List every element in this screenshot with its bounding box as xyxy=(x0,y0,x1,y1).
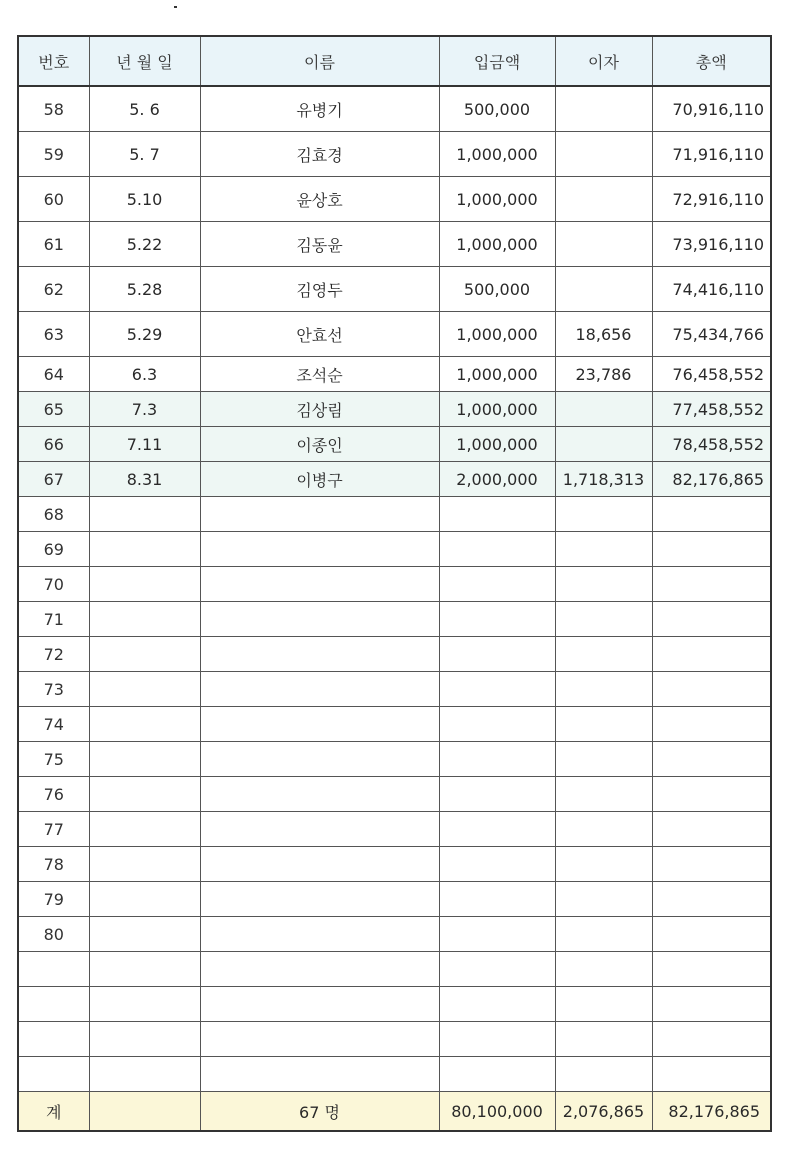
cell-deposit: 1,000,000 xyxy=(439,392,555,427)
cell-interest xyxy=(555,392,652,427)
cell-deposit: 1,000,000 xyxy=(439,427,555,462)
empty-row xyxy=(18,847,771,882)
header-date: 년 월 일 xyxy=(89,36,200,86)
cell-name: 이종인 xyxy=(200,427,439,462)
cell-interest xyxy=(555,222,652,267)
cell-deposit: 2,000,000 xyxy=(439,462,555,497)
cell-name: 조석순 xyxy=(200,357,439,392)
empty-row xyxy=(18,952,771,987)
empty-row xyxy=(18,497,771,532)
cell-no: 71 xyxy=(18,602,89,637)
cell-date: 5.22 xyxy=(89,222,200,267)
grand-total: 82,176,865 xyxy=(652,1092,771,1132)
cell-no: 70 xyxy=(18,567,89,602)
empty-row xyxy=(18,707,771,742)
cell-no: 77 xyxy=(18,812,89,847)
table-row xyxy=(18,267,771,312)
cell-interest xyxy=(555,267,652,312)
cell-interest xyxy=(555,177,652,222)
cell-date: 7.3 xyxy=(89,392,200,427)
empty-row xyxy=(18,1022,771,1057)
cell-no: 66 xyxy=(18,427,89,462)
scan-speck xyxy=(174,6,177,8)
empty-row xyxy=(18,602,771,637)
deposit-ledger-table xyxy=(17,35,772,1132)
cell-no: 73 xyxy=(18,672,89,707)
cell-date: 6.3 xyxy=(89,357,200,392)
cell-total: 82,176,865 xyxy=(652,462,771,497)
cell-no: 59 xyxy=(18,132,89,177)
cell-date: 5.29 xyxy=(89,312,200,357)
total-label: 계 xyxy=(18,1092,89,1132)
cell-total: 77,458,552 xyxy=(652,392,771,427)
cell-name: 김효경 xyxy=(200,132,439,177)
cell-no: 58 xyxy=(18,86,89,132)
table-row xyxy=(18,427,771,462)
cell-total: 72,916,110 xyxy=(652,177,771,222)
cell-name: 김상림 xyxy=(200,392,439,427)
cell-total: 71,916,110 xyxy=(652,132,771,177)
cell-no: 72 xyxy=(18,637,89,672)
cell-total: 78,458,552 xyxy=(652,427,771,462)
cell-name: 이병구 xyxy=(200,462,439,497)
empty-row xyxy=(18,882,771,917)
cell-date: 5.10 xyxy=(89,177,200,222)
cell-interest: 1,718,313 xyxy=(555,462,652,497)
cell-interest: 18,656 xyxy=(555,312,652,357)
cell-interest xyxy=(555,427,652,462)
total-interest: 2,076,865 xyxy=(555,1092,652,1132)
cell-total: 74,416,110 xyxy=(652,267,771,312)
cell-date: 5. 6 xyxy=(89,86,200,132)
cell-date: 8.31 xyxy=(89,462,200,497)
header-no: 번호 xyxy=(18,36,89,86)
empty-row xyxy=(18,777,771,812)
table-row xyxy=(18,86,771,132)
cell-deposit: 1,000,000 xyxy=(439,222,555,267)
empty-row xyxy=(18,917,771,952)
empty-row xyxy=(18,637,771,672)
cell-total: 75,434,766 xyxy=(652,312,771,357)
empty-row xyxy=(18,987,771,1022)
total-deposit: 80,100,000 xyxy=(439,1092,555,1132)
cell-no: 63 xyxy=(18,312,89,357)
cell-deposit: 1,000,000 xyxy=(439,357,555,392)
empty-row xyxy=(18,1057,771,1092)
cell-no: 76 xyxy=(18,777,89,812)
cell-deposit: 1,000,000 xyxy=(439,312,555,357)
cell-name: 안효선 xyxy=(200,312,439,357)
empty-row xyxy=(18,567,771,602)
table-row xyxy=(18,222,771,267)
table-row xyxy=(18,132,771,177)
cell-no: 60 xyxy=(18,177,89,222)
cell-no: 68 xyxy=(18,497,89,532)
table-row xyxy=(18,392,771,427)
cell-deposit: 1,000,000 xyxy=(439,132,555,177)
header-deposit: 입금액 xyxy=(439,36,555,86)
cell-interest xyxy=(555,86,652,132)
table-row xyxy=(18,357,771,392)
cell-total: 76,458,552 xyxy=(652,357,771,392)
cell-total: 70,916,110 xyxy=(652,86,771,132)
header-total: 총액 xyxy=(652,36,771,86)
cell-name: 김동윤 xyxy=(200,222,439,267)
cell-deposit: 1,000,000 xyxy=(439,177,555,222)
cell-total: 73,916,110 xyxy=(652,222,771,267)
cell-interest xyxy=(555,132,652,177)
cell-no: 75 xyxy=(18,742,89,777)
cell-date: 5.28 xyxy=(89,267,200,312)
cell-no: 67 xyxy=(18,462,89,497)
cell-deposit: 500,000 xyxy=(439,267,555,312)
cell-no: 79 xyxy=(18,882,89,917)
total-count: 67 명 xyxy=(200,1092,439,1132)
table-row xyxy=(18,177,771,222)
cell-no: 69 xyxy=(18,532,89,567)
header-name: 이름 xyxy=(200,36,439,86)
cell-no: 62 xyxy=(18,267,89,312)
cell-interest: 23,786 xyxy=(555,357,652,392)
cell-date: 5. 7 xyxy=(89,132,200,177)
empty-row xyxy=(18,812,771,847)
total-row xyxy=(18,1092,771,1132)
header-interest: 이자 xyxy=(555,36,652,86)
cell-no: 78 xyxy=(18,847,89,882)
empty-row xyxy=(18,742,771,777)
empty-row xyxy=(18,532,771,567)
cell-no: 61 xyxy=(18,222,89,267)
cell-no: 65 xyxy=(18,392,89,427)
empty-row xyxy=(18,672,771,707)
table-row xyxy=(18,312,771,357)
table-row xyxy=(18,462,771,497)
cell-no: 80 xyxy=(18,917,89,952)
cell-name: 윤상호 xyxy=(200,177,439,222)
cell-no: 74 xyxy=(18,707,89,742)
cell-date: 7.11 xyxy=(89,427,200,462)
cell-name: 유병기 xyxy=(200,86,439,132)
cell-no: 64 xyxy=(18,357,89,392)
cell-deposit: 500,000 xyxy=(439,86,555,132)
header-row xyxy=(18,36,771,86)
cell-name: 김영두 xyxy=(200,267,439,312)
